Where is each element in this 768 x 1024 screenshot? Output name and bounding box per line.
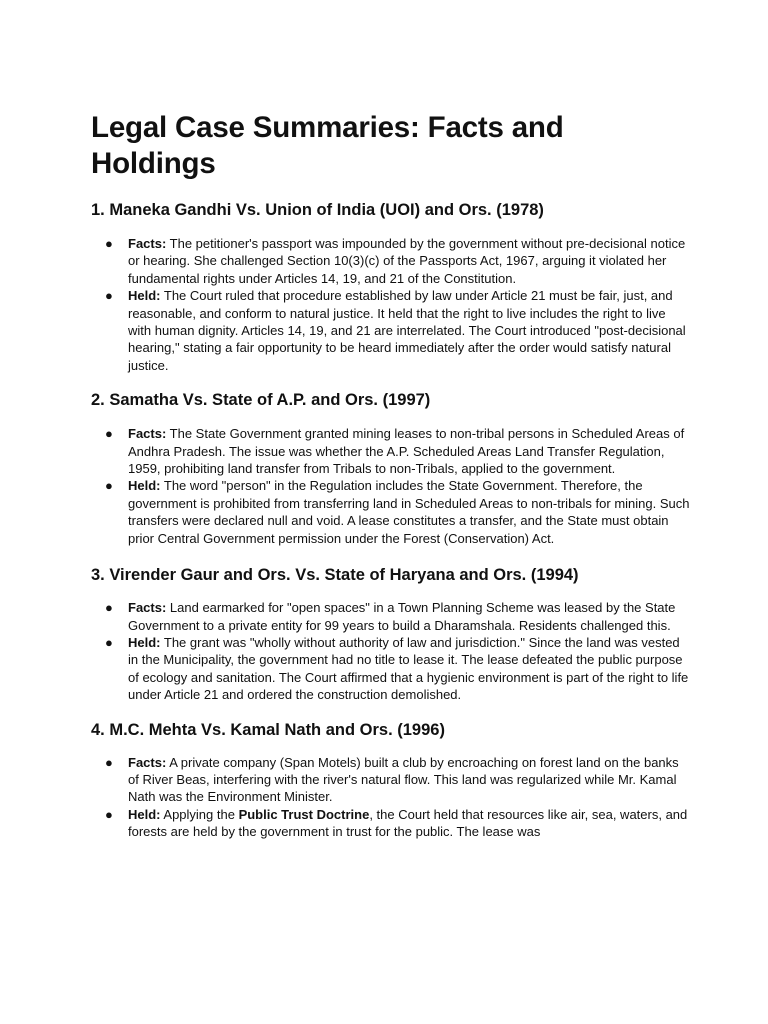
public-trust-doctrine-term: Public Trust Doctrine: [238, 806, 370, 822]
bullet-icon: ●: [105, 754, 113, 770]
facts-label: Facts:: [128, 600, 167, 616]
bullet-icon: ●: [105, 426, 113, 442]
facts-item: [91, 599, 691, 634]
facts-label: Facts:: [128, 426, 167, 442]
facts-item: [91, 425, 691, 477]
held-item: [91, 806, 691, 841]
case-title: 4. M.C. Mehta Vs. Kamal Nath and Ors. (1996): [91, 720, 445, 739]
case-points-list: [91, 425, 691, 547]
held-text: The grant was "wholly without authority of law and jurisdiction." Since the land was vested in the Municipality, the government had no title to lease it. The lease defeated the public purpose of ecology and sanitation. The Court affirmed that a hygienic environment is part of the right to life under Article 21 and ordered the construction demolished.: [128, 634, 689, 703]
bullet-icon: ●: [105, 236, 113, 251]
held-label: Held:: [128, 478, 161, 494]
held-item: [91, 634, 691, 704]
held-label: Held:: [128, 288, 161, 304]
held-text-before: Applying the: [160, 806, 239, 822]
facts-text: A private company (Span Motels) built a club by encroaching on forest land on the banks of River Beas, interfering with the river's natural flow. This land was regularized while Mr. Kamal Nath was the Environment Minister.: [128, 754, 679, 805]
case-section: [91, 390, 691, 547]
facts-item: [91, 754, 691, 806]
held-text: The Court ruled that procedure established by law under Article 21 must be fair, just, and reasonable, and conform to natural justice. It held that the right to live includes the right to live with human dignity. Articles 14, 19, and 21 are interrelated. The Court introduced "post-decisional hearing," stating a fair opportunity to be heard immediately after the order would satisfy natural justice.: [128, 288, 686, 373]
facts-item: [91, 235, 691, 287]
case-title: 2. Samatha Vs. State of A.P. and Ors. (1997): [91, 391, 431, 410]
bullet-icon: ●: [105, 600, 113, 616]
case-section: [91, 200, 691, 374]
document-page: [91, 110, 691, 841]
bullet-icon: ●: [105, 634, 113, 650]
document-title: Legal Case Summaries: Facts and Holdings: [91, 111, 564, 180]
facts-label: Facts:: [128, 236, 167, 251]
held-item: [91, 477, 691, 547]
case-section: [91, 565, 691, 703]
held-item: [91, 287, 691, 374]
held-text: The word "person" in the Regulation includes the State Government. Therefore, the government is prohibited from transferring land in Scheduled Areas to non-tribals for mining. Such transfers were declared null and void. A lease constitutes a transfer, and the State must obtain prior Central Government permission under the Forest (Conservation) Act.: [128, 478, 690, 546]
bullet-icon: ●: [105, 288, 113, 304]
bullet-icon: ●: [105, 806, 113, 822]
facts-text: The petitioner's passport was impounded by the government without pre-decisional notice or hearing. She challenged Section 10(3)(c) of the Passports Act, 1967, arguing it violated her fundamental rights under Articles 14, 19, and 21 of the Constitution.: [128, 236, 686, 286]
case-points-list: [91, 754, 691, 841]
case-section: [91, 720, 691, 841]
held-label: Held:: [128, 806, 161, 822]
case-points-list: [91, 599, 691, 703]
case-points-list: [91, 235, 691, 374]
case-title: 1. Maneka Gandhi Vs. Union of India (UOI) and Ors. (1978): [91, 201, 544, 219]
bullet-icon: ●: [105, 478, 113, 494]
held-label: Held:: [128, 634, 161, 650]
facts-text: Land earmarked for "open spaces" in a Town Planning Scheme was leased by the State Government to a private entity for 99 years to build a Dharamshala. Residents challenged this.: [128, 600, 676, 633]
facts-text: The State Government granted mining leases to non-tribal persons in Scheduled Areas of Andhra Pradesh. The issue was whether the A.P. Scheduled Areas Land Transfer Regulation, 1959, prohibiting land transfer from Tribals to non-Tribals, applied to the government.: [128, 426, 685, 477]
case-title: 3. Virender Gaur and Ors. Vs. State of Haryana and Ors. (1994): [91, 566, 579, 585]
held-text-after: , the Court held that resources like air, sea, waters, and forests are held by the government in trust for the public. The lease was: [128, 806, 688, 840]
facts-label: Facts:: [128, 754, 167, 770]
